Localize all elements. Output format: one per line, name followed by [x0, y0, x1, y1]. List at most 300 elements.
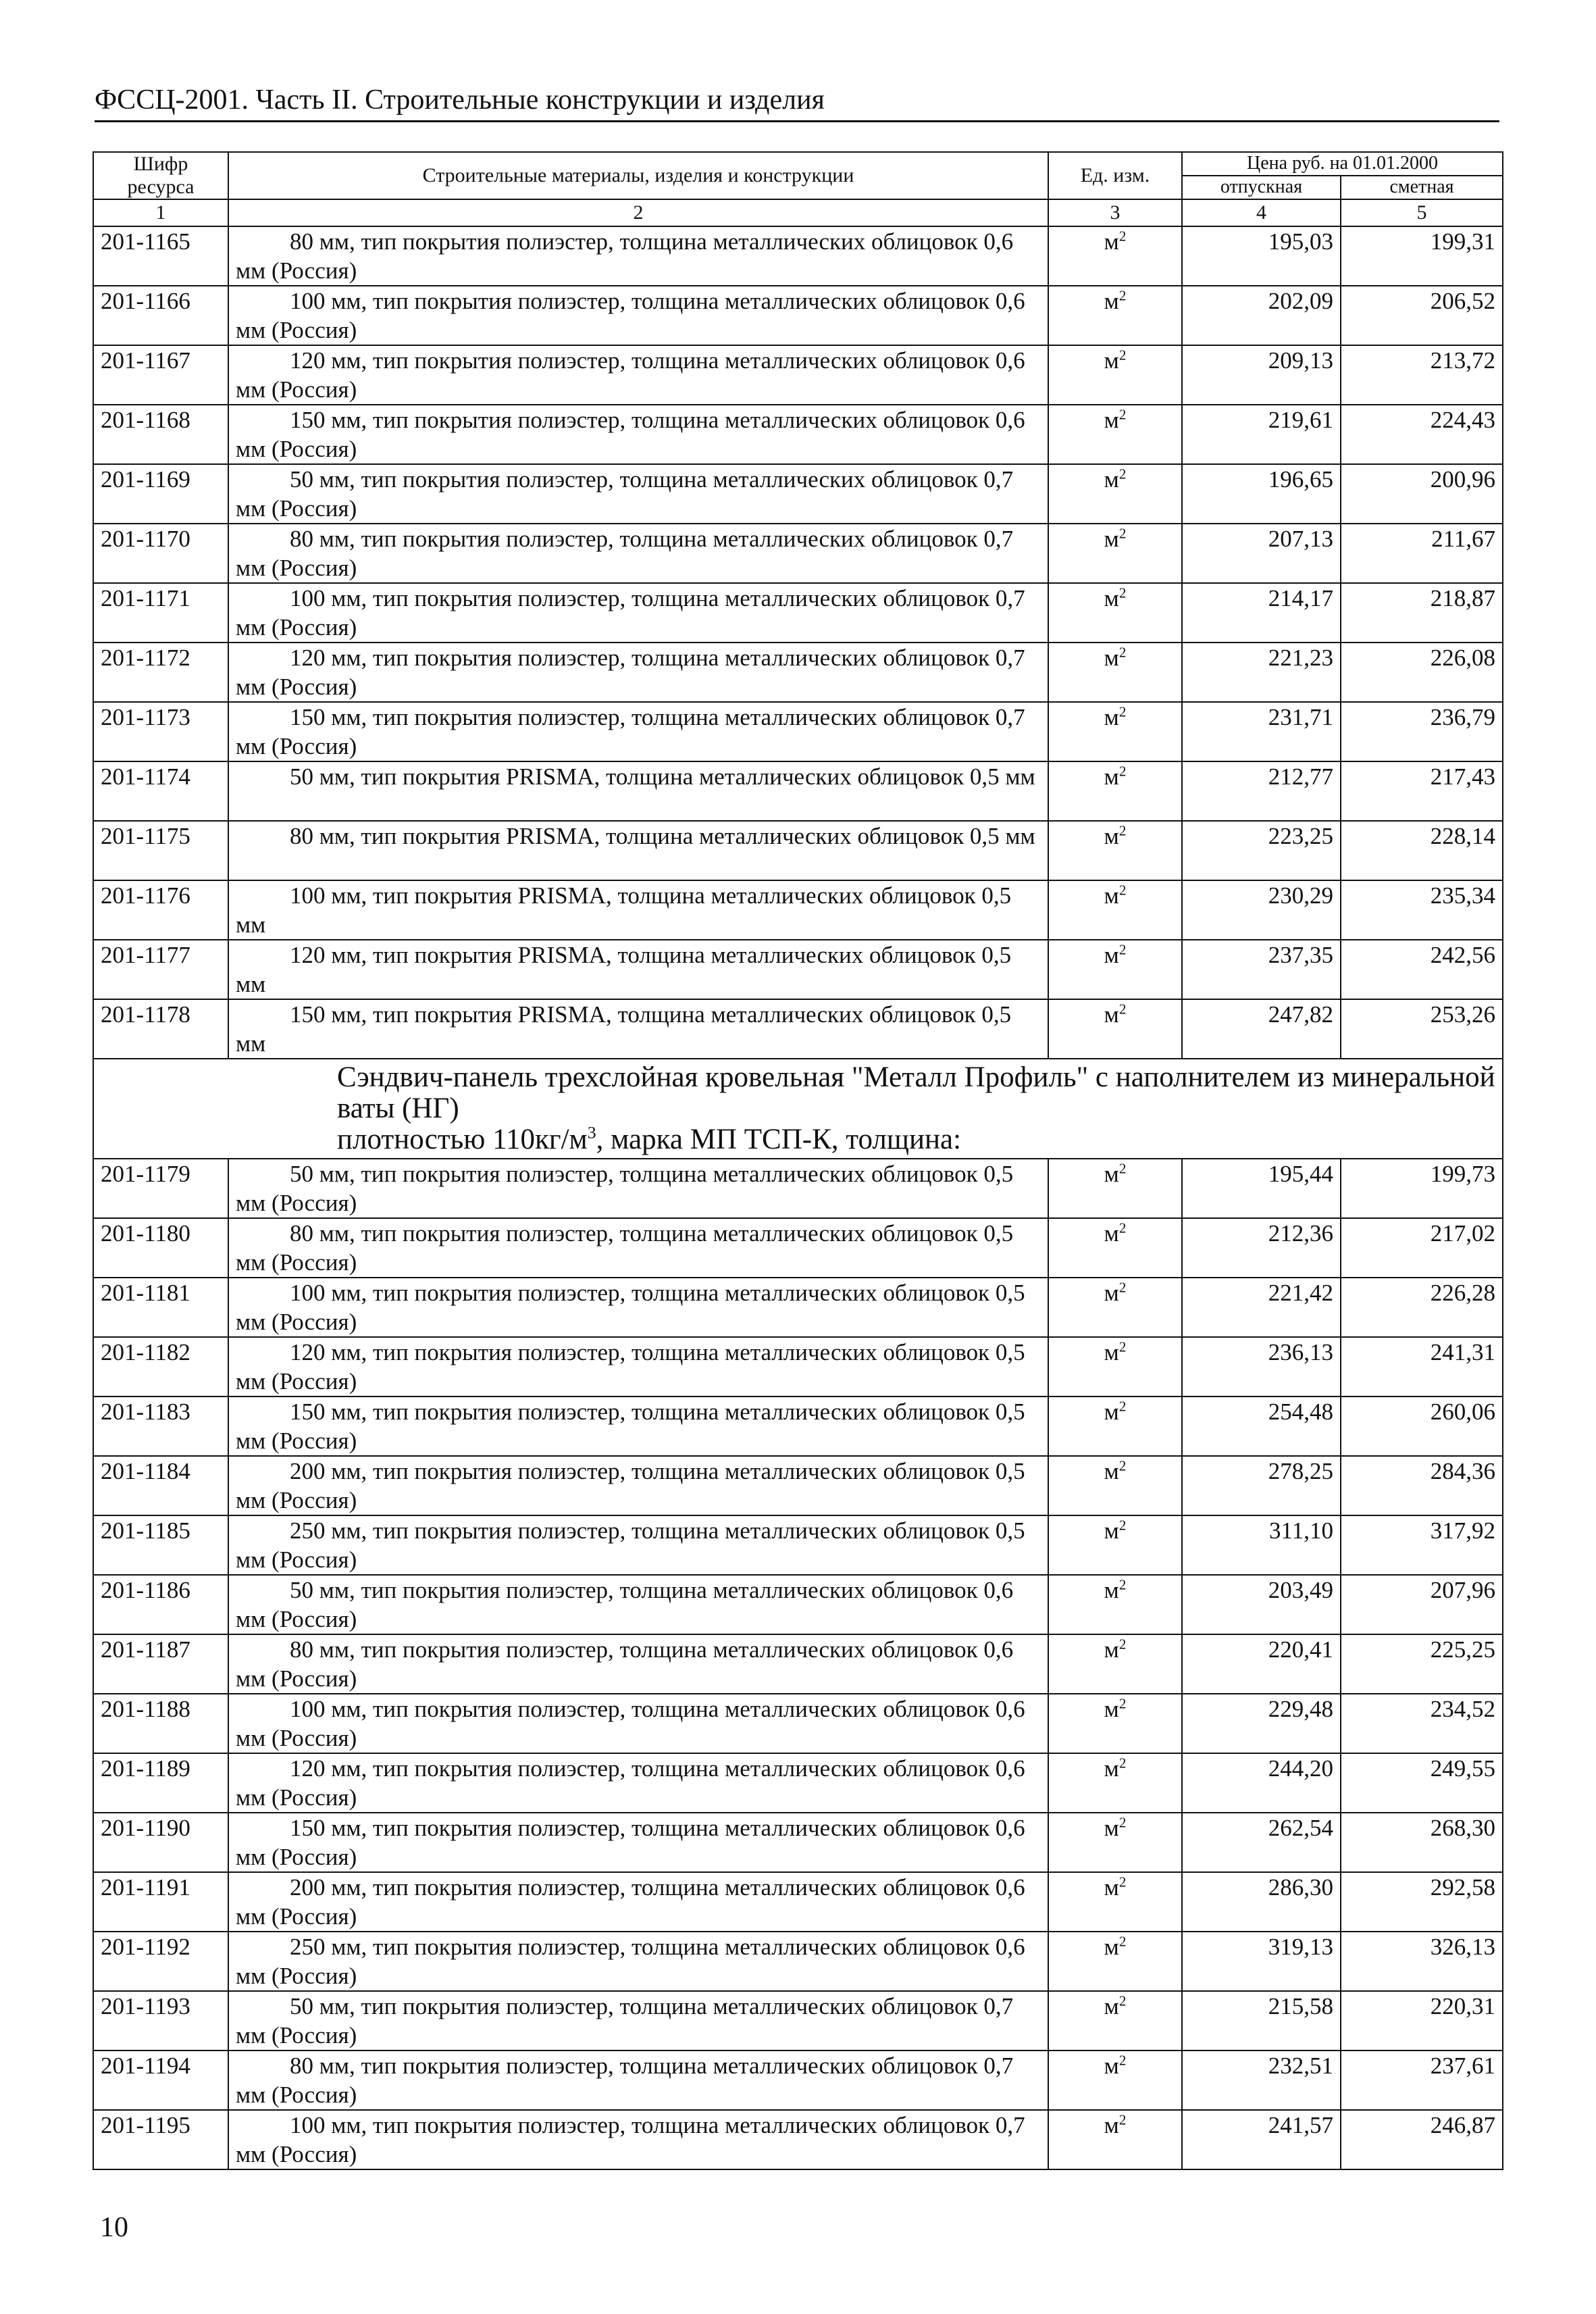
resource-code: 201-1166 — [93, 286, 228, 345]
material-description — [228, 999, 1048, 1059]
table-row — [93, 702, 1503, 761]
price-release: 229,48 — [1182, 1694, 1341, 1753]
price-estimate: 235,34 — [1341, 880, 1503, 940]
price-estimate: 317,92 — [1341, 1515, 1503, 1575]
unit-superscript: 2 — [1118, 525, 1127, 542]
header-price-estimate: сметная — [1341, 176, 1503, 199]
unit-cell — [1048, 1397, 1182, 1456]
price-release: 203,49 — [1182, 1575, 1341, 1634]
table-row — [93, 524, 1503, 583]
price-estimate: 207,96 — [1341, 1575, 1503, 1634]
material-description — [228, 1456, 1048, 1515]
unit-text: м — [1104, 1993, 1119, 2019]
resource-code: 201-1180 — [93, 1218, 228, 1278]
material-description-text: 80 мм, тип покрытия полиэстер, толщина металлических облицовок 0,7 мм (Россия) — [236, 2053, 1014, 2108]
price-release: 230,29 — [1182, 880, 1341, 940]
price-release: 202,09 — [1182, 286, 1341, 345]
resource-code: 201-1179 — [93, 1159, 228, 1218]
material-description-text: 120 мм, тип покрытия полиэстер, толщина металлических облицовок 0,6 мм (Россия) — [236, 347, 1025, 403]
unit-cell — [1048, 583, 1182, 643]
table-row — [93, 940, 1503, 999]
resource-code: 201-1182 — [93, 1337, 228, 1397]
unit-superscript: 2 — [1118, 703, 1127, 720]
price-estimate: 217,43 — [1341, 761, 1503, 821]
material-description — [228, 345, 1048, 405]
unit-superscript: 2 — [1118, 2052, 1127, 2069]
price-release: 214,17 — [1182, 583, 1341, 643]
material-description-text: 100 мм, тип покрытия PRISMA, толщина металлических облицовок 0,5 мм — [236, 882, 1012, 938]
table-row — [93, 1991, 1503, 2051]
unit-text: м — [1104, 1280, 1119, 1306]
material-description-text: 200 мм, тип покрытия полиэстер, толщина металлических облицовок 0,5 мм (Россия) — [236, 1458, 1025, 1513]
unit-cell — [1048, 464, 1182, 524]
table-row — [93, 583, 1503, 643]
unit-cell — [1048, 999, 1182, 1059]
material-description — [228, 464, 1048, 524]
table-row — [93, 821, 1503, 880]
unit-cell — [1048, 286, 1182, 345]
price-estimate: 284,36 — [1341, 1456, 1503, 1515]
unit-superscript: 2 — [1118, 1992, 1127, 2009]
price-estimate: 213,72 — [1341, 345, 1503, 405]
table-row — [93, 1753, 1503, 1813]
table-head — [93, 152, 1503, 226]
resource-code: 201-1177 — [93, 940, 228, 999]
unit-superscript: 2 — [1118, 1457, 1127, 1474]
header-price-release: отпускная — [1182, 176, 1341, 199]
price-estimate: 292,58 — [1341, 1872, 1503, 1932]
table-row — [93, 1694, 1503, 1753]
material-description — [228, 1694, 1048, 1753]
material-description-text: 120 мм, тип покрытия полиэстер, толщина металлических облицовок 0,5 мм (Россия) — [236, 1339, 1025, 1394]
unit-superscript: 2 — [1118, 1636, 1127, 1653]
table-row — [93, 1278, 1503, 1337]
material-description — [228, 1515, 1048, 1575]
table-row — [93, 1634, 1503, 1694]
column-number: 3 — [1048, 199, 1182, 226]
unit-text: м — [1104, 763, 1119, 790]
material-description-text: 120 мм, тип покрытия полиэстер, толщина металлических облицовок 0,7 мм (Россия) — [236, 645, 1025, 700]
material-description — [228, 2110, 1048, 2169]
table-row — [93, 1575, 1503, 1634]
price-release: 319,13 — [1182, 1932, 1341, 1991]
unit-superscript: 2 — [1118, 1873, 1127, 1890]
table-row — [93, 880, 1503, 940]
material-description — [228, 524, 1048, 583]
material-description-text: 50 мм, тип покрытия полиэстер, толщина металлических облицовок 0,5 мм (Россия) — [236, 1161, 1014, 1216]
unit-text: м — [1104, 466, 1119, 493]
unit-cell — [1048, 345, 1182, 405]
table-row — [93, 1932, 1503, 1991]
material-description-text: 100 мм, тип покрытия полиэстер, толщина металлических облицовок 0,6 мм (Россия) — [236, 288, 1025, 343]
unit-text: м — [1104, 1934, 1119, 1960]
price-estimate: 236,79 — [1341, 702, 1503, 761]
price-release: 286,30 — [1182, 1872, 1341, 1932]
resource-code: 201-1176 — [93, 880, 228, 940]
resource-code: 201-1191 — [93, 1872, 228, 1932]
unit-text: м — [1104, 1339, 1119, 1365]
table-row — [93, 2110, 1503, 2169]
price-estimate: 246,87 — [1341, 2110, 1503, 2169]
resource-code: 201-1194 — [93, 2051, 228, 2110]
unit-cell — [1048, 1515, 1182, 1575]
unit-superscript: 2 — [1118, 941, 1127, 958]
resource-code: 201-1170 — [93, 524, 228, 583]
unit-superscript: 2 — [1118, 1338, 1127, 1355]
unit-superscript: 2 — [1118, 1695, 1127, 1712]
resource-code: 201-1193 — [93, 1991, 228, 2051]
material-description — [228, 1872, 1048, 1932]
material-description-text: 120 мм, тип покрытия полиэстер, толщина металлических облицовок 0,6 мм (Россия) — [236, 1755, 1025, 1811]
table-row — [93, 1456, 1503, 1515]
material-description-text: 80 мм, тип покрытия полиэстер, толщина металлических облицовок 0,6 мм (Россия) — [236, 228, 1014, 284]
material-description — [228, 1397, 1048, 1456]
resource-code: 201-1169 — [93, 464, 228, 524]
unit-superscript: 2 — [1118, 228, 1127, 245]
table-row — [93, 405, 1503, 464]
price-estimate: 241,31 — [1341, 1337, 1503, 1397]
unit-superscript: 2 — [1118, 287, 1127, 304]
section-heading-row — [93, 1059, 1503, 1159]
resource-code: 201-1186 — [93, 1575, 228, 1634]
material-description-text: 150 мм, тип покрытия полиэстер, толщина металлических облицовок 0,5 мм (Россия) — [236, 1399, 1025, 1454]
material-description-text: 100 мм, тип покрытия полиэстер, толщина металлических облицовок 0,7 мм (Россия) — [236, 2112, 1025, 2167]
table-row — [93, 226, 1503, 286]
table-row — [93, 1872, 1503, 1932]
material-description — [228, 286, 1048, 345]
unit-superscript: 2 — [1118, 882, 1127, 899]
material-description — [228, 226, 1048, 286]
material-description-text: 120 мм, тип покрытия PRISMA, толщина металлических облицовок 0,5 мм — [236, 942, 1012, 997]
table-row — [93, 1397, 1503, 1456]
unit-superscript: 2 — [1118, 1576, 1127, 1593]
section-body — [93, 1059, 1503, 1159]
section-heading-line2-post: , марка МП ТСП-К, толщина: — [596, 1124, 962, 1155]
table-row — [93, 464, 1503, 524]
resource-code: 201-1175 — [93, 821, 228, 880]
unit-text: м — [1104, 942, 1119, 968]
unit-cell — [1048, 761, 1182, 821]
unit-cell — [1048, 1278, 1182, 1337]
price-table — [93, 151, 1503, 2170]
unit-superscript: 2 — [1118, 466, 1127, 482]
unit-text: м — [1104, 407, 1119, 433]
price-release: 262,54 — [1182, 1813, 1341, 1872]
column-numbers-row — [93, 199, 1503, 226]
material-description — [228, 1991, 1048, 2051]
unit-superscript: 2 — [1118, 644, 1127, 661]
price-release: 221,23 — [1182, 643, 1341, 702]
resource-code: 201-1183 — [93, 1397, 228, 1456]
price-estimate: 211,67 — [1341, 524, 1503, 583]
resource-code: 201-1192 — [93, 1932, 228, 1991]
section-heading — [93, 1059, 1503, 1159]
unit-cell — [1048, 226, 1182, 286]
material-description-text: 150 мм, тип покрытия полиэстер, толщина металлических облицовок 0,7 мм (Россия) — [236, 704, 1025, 759]
material-description-text: 150 мм, тип покрытия полиэстер, толщина металлических облицовок 0,6 мм (Россия) — [236, 1815, 1025, 1870]
unit-cell — [1048, 1872, 1182, 1932]
price-release: 247,82 — [1182, 999, 1341, 1059]
section-heading-line2 — [337, 1124, 1495, 1155]
material-description-text: 250 мм, тип покрытия полиэстер, толщина металлических облицовок 0,5 мм (Россия) — [236, 1517, 1025, 1573]
unit-cell — [1048, 1575, 1182, 1634]
resource-code: 201-1181 — [93, 1278, 228, 1337]
price-estimate: 326,13 — [1341, 1932, 1503, 1991]
price-release: 311,10 — [1182, 1515, 1341, 1575]
price-estimate: 200,96 — [1341, 464, 1503, 524]
unit-text: м — [1104, 228, 1119, 255]
resource-code: 201-1184 — [93, 1456, 228, 1515]
column-number: 5 — [1341, 199, 1503, 226]
unit-cell — [1048, 1456, 1182, 1515]
price-estimate: 225,25 — [1341, 1634, 1503, 1694]
header-unit: Ед. изм. — [1048, 152, 1182, 199]
price-estimate: 206,52 — [1341, 286, 1503, 345]
price-release: 207,13 — [1182, 524, 1341, 583]
price-release: 220,41 — [1182, 1634, 1341, 1694]
unit-text: м — [1104, 1636, 1119, 1663]
table-row — [93, 999, 1503, 1059]
material-description-text: 150 мм, тип покрытия PRISMA, толщина металлических облицовок 0,5 мм — [236, 1001, 1012, 1057]
material-description — [228, 643, 1048, 702]
section-heading-sup: 3 — [587, 1122, 596, 1142]
price-release: 212,36 — [1182, 1218, 1341, 1278]
unit-cell — [1048, 643, 1182, 702]
table-row — [93, 2051, 1503, 2110]
table-body-b — [93, 1159, 1503, 2169]
unit-cell — [1048, 524, 1182, 583]
unit-text: м — [1104, 2053, 1119, 2079]
material-description-text: 150 мм, тип покрытия полиэстер, толщина металлических облицовок 0,6 мм (Россия) — [236, 407, 1025, 462]
material-description-text: 250 мм, тип покрытия полиэстер, толщина металлических облицовок 0,6 мм (Россия) — [236, 1934, 1025, 1989]
material-description — [228, 1278, 1048, 1337]
material-description-text: 50 мм, тип покрытия PRISMA, толщина металлических облицовок 0,5 мм — [290, 763, 1035, 790]
unit-superscript: 2 — [1118, 1279, 1127, 1296]
price-estimate: 199,31 — [1341, 226, 1503, 286]
material-description — [228, 1753, 1048, 1813]
unit-superscript: 2 — [1118, 822, 1127, 839]
price-estimate: 268,30 — [1341, 1813, 1503, 1872]
unit-text: м — [1104, 882, 1119, 909]
section-heading-line2-pre: плотностью 110кг/м — [337, 1124, 588, 1155]
unit-superscript: 2 — [1118, 1219, 1127, 1236]
price-release: 254,48 — [1182, 1397, 1341, 1456]
unit-text: м — [1104, 704, 1119, 730]
material-description — [228, 1337, 1048, 1397]
unit-text: м — [1104, 1815, 1119, 1841]
resource-code: 201-1189 — [93, 1753, 228, 1813]
unit-text: м — [1104, 585, 1119, 611]
section-heading-line1: Сэндвич-панель трехслойная кровельная "Металл Профиль" с наполнителем из минеральной ваты (НГ) — [337, 1061, 1495, 1124]
unit-text: м — [1104, 1399, 1119, 1425]
resource-code: 201-1178 — [93, 999, 228, 1059]
unit-cell — [1048, 1159, 1182, 1218]
unit-superscript: 2 — [1118, 584, 1127, 601]
unit-superscript: 2 — [1118, 1160, 1127, 1177]
unit-cell — [1048, 1753, 1182, 1813]
table-row — [93, 1515, 1503, 1575]
table-row — [93, 1159, 1503, 1218]
material-description — [228, 1634, 1048, 1694]
unit-text: м — [1104, 1161, 1119, 1187]
unit-text: м — [1104, 1696, 1119, 1722]
price-release: 212,77 — [1182, 761, 1341, 821]
price-release: 236,13 — [1182, 1337, 1341, 1397]
unit-text: м — [1104, 1517, 1119, 1544]
unit-cell — [1048, 1218, 1182, 1278]
unit-text: м — [1104, 526, 1119, 552]
header-price-group: Цена руб. на 01.01.2000 — [1182, 152, 1503, 176]
material-description — [228, 2051, 1048, 2110]
material-description — [228, 583, 1048, 643]
price-release: 232,51 — [1182, 2051, 1341, 2110]
resource-code: 201-1171 — [93, 583, 228, 643]
material-description-text: 100 мм, тип покрытия полиэстер, толщина металлических облицовок 0,5 мм (Россия) — [236, 1280, 1025, 1335]
unit-superscript: 2 — [1118, 1517, 1127, 1534]
unit-cell — [1048, 880, 1182, 940]
header-name: Строительные материалы, изделия и конструкции — [228, 152, 1048, 199]
material-description — [228, 702, 1048, 761]
material-description — [228, 821, 1048, 880]
table-row — [93, 643, 1503, 702]
price-release: 237,35 — [1182, 940, 1341, 999]
unit-superscript: 2 — [1118, 1001, 1127, 1017]
unit-cell — [1048, 1694, 1182, 1753]
material-description-text: 50 мм, тип покрытия полиэстер, толщина металлических облицовок 0,7 мм (Россия) — [236, 466, 1014, 522]
table-row — [93, 345, 1503, 405]
unit-cell — [1048, 821, 1182, 880]
price-release: 244,20 — [1182, 1753, 1341, 1813]
material-description — [228, 880, 1048, 940]
unit-text: м — [1104, 288, 1119, 314]
material-description-text: 50 мм, тип покрытия полиэстер, толщина металлических облицовок 0,6 мм (Россия) — [236, 1577, 1014, 1632]
price-estimate: 234,52 — [1341, 1694, 1503, 1753]
unit-superscript: 2 — [1118, 763, 1127, 780]
unit-cell — [1048, 940, 1182, 999]
price-estimate: 260,06 — [1341, 1397, 1503, 1456]
material-description — [228, 1813, 1048, 1872]
unit-superscript: 2 — [1118, 1398, 1127, 1415]
price-release: 195,44 — [1182, 1159, 1341, 1218]
material-description-text: 200 мм, тип покрытия полиэстер, толщина металлических облицовок 0,6 мм (Россия) — [236, 1874, 1025, 1930]
price-estimate: 253,26 — [1341, 999, 1503, 1059]
unit-cell — [1048, 702, 1182, 761]
unit-text: м — [1104, 823, 1119, 849]
unit-text: м — [1104, 2112, 1119, 2138]
material-description — [228, 940, 1048, 999]
resource-code: 201-1185 — [93, 1515, 228, 1575]
table-body-a — [93, 226, 1503, 1059]
material-description-text: 80 мм, тип покрытия полиэстер, толщина металлических облицовок 0,7 мм (Россия) — [236, 526, 1014, 581]
column-number: 1 — [93, 199, 228, 226]
material-description — [228, 1575, 1048, 1634]
material-description — [228, 1159, 1048, 1218]
price-release: 241,57 — [1182, 2110, 1341, 2169]
header-code: Шифр ресурса — [93, 152, 228, 199]
price-release: 215,58 — [1182, 1991, 1341, 2051]
price-estimate: 249,55 — [1341, 1753, 1503, 1813]
price-release: 196,65 — [1182, 464, 1341, 524]
material-description — [228, 761, 1048, 821]
resource-code: 201-1172 — [93, 643, 228, 702]
price-release: 278,25 — [1182, 1456, 1341, 1515]
unit-text: м — [1104, 347, 1119, 374]
resource-code: 201-1195 — [93, 2110, 228, 2169]
unit-cell — [1048, 1337, 1182, 1397]
material-description-text: 80 мм, тип покрытия полиэстер, толщина металлических облицовок 0,6 мм (Россия) — [236, 1636, 1014, 1692]
table-row — [93, 286, 1503, 345]
table-row — [93, 1337, 1503, 1397]
table-row — [93, 1813, 1503, 1872]
unit-text: м — [1104, 1458, 1119, 1484]
resource-code: 201-1165 — [93, 226, 228, 286]
resource-code: 201-1187 — [93, 1634, 228, 1694]
page-title: ФССЦ-2001. Часть II. Строительные конструкции и изделия — [95, 84, 825, 116]
table-row — [93, 761, 1503, 821]
resource-code: 201-1190 — [93, 1813, 228, 1872]
unit-text: м — [1104, 1001, 1119, 1028]
price-estimate: 218,87 — [1341, 583, 1503, 643]
unit-text: м — [1104, 1220, 1119, 1247]
resource-code: 201-1174 — [93, 761, 228, 821]
unit-cell — [1048, 1634, 1182, 1694]
unit-cell — [1048, 405, 1182, 464]
column-number: 4 — [1182, 199, 1341, 226]
resource-code: 201-1173 — [93, 702, 228, 761]
price-release: 209,13 — [1182, 345, 1341, 405]
unit-cell — [1048, 1991, 1182, 2051]
unit-cell — [1048, 1813, 1182, 1872]
unit-superscript: 2 — [1118, 1755, 1127, 1771]
price-estimate: 228,14 — [1341, 821, 1503, 880]
unit-superscript: 2 — [1118, 1933, 1127, 1950]
material-description-text: 80 мм, тип покрытия PRISMA, толщина металлических облицовок 0,5 мм — [290, 823, 1035, 849]
unit-superscript: 2 — [1118, 406, 1127, 423]
material-description — [228, 1218, 1048, 1278]
material-description-text: 100 мм, тип покрытия полиэстер, толщина металлических облицовок 0,7 мм (Россия) — [236, 585, 1025, 640]
price-estimate: 199,73 — [1341, 1159, 1503, 1218]
price-estimate: 242,56 — [1341, 940, 1503, 999]
price-estimate: 226,28 — [1341, 1278, 1503, 1337]
material-description — [228, 405, 1048, 464]
price-release: 223,25 — [1182, 821, 1341, 880]
unit-superscript: 2 — [1118, 1814, 1127, 1831]
unit-text: м — [1104, 1577, 1119, 1603]
page-number: 10 — [100, 2212, 128, 2243]
column-number: 2 — [228, 199, 1048, 226]
resource-code: 201-1167 — [93, 345, 228, 405]
page-header — [95, 82, 1499, 122]
unit-text: м — [1104, 1755, 1119, 1782]
unit-cell — [1048, 2051, 1182, 2110]
unit-superscript: 2 — [1118, 347, 1127, 363]
unit-text: м — [1104, 645, 1119, 671]
unit-superscript: 2 — [1118, 2111, 1127, 2128]
material-description — [228, 1932, 1048, 1991]
material-description-text: 100 мм, тип покрытия полиэстер, толщина металлических облицовок 0,6 мм (Россия) — [236, 1696, 1025, 1751]
price-release: 221,42 — [1182, 1278, 1341, 1337]
price-estimate: 217,02 — [1341, 1218, 1503, 1278]
material-description-text: 50 мм, тип покрытия полиэстер, толщина металлических облицовок 0,7 мм (Россия) — [236, 1993, 1014, 2048]
price-release: 195,03 — [1182, 226, 1341, 286]
unit-text: м — [1104, 1874, 1119, 1901]
price-estimate: 224,43 — [1341, 405, 1503, 464]
table-row — [93, 1218, 1503, 1278]
unit-cell — [1048, 1932, 1182, 1991]
price-estimate: 237,61 — [1341, 2051, 1503, 2110]
price-release: 219,61 — [1182, 405, 1341, 464]
resource-code: 201-1168 — [93, 405, 228, 464]
